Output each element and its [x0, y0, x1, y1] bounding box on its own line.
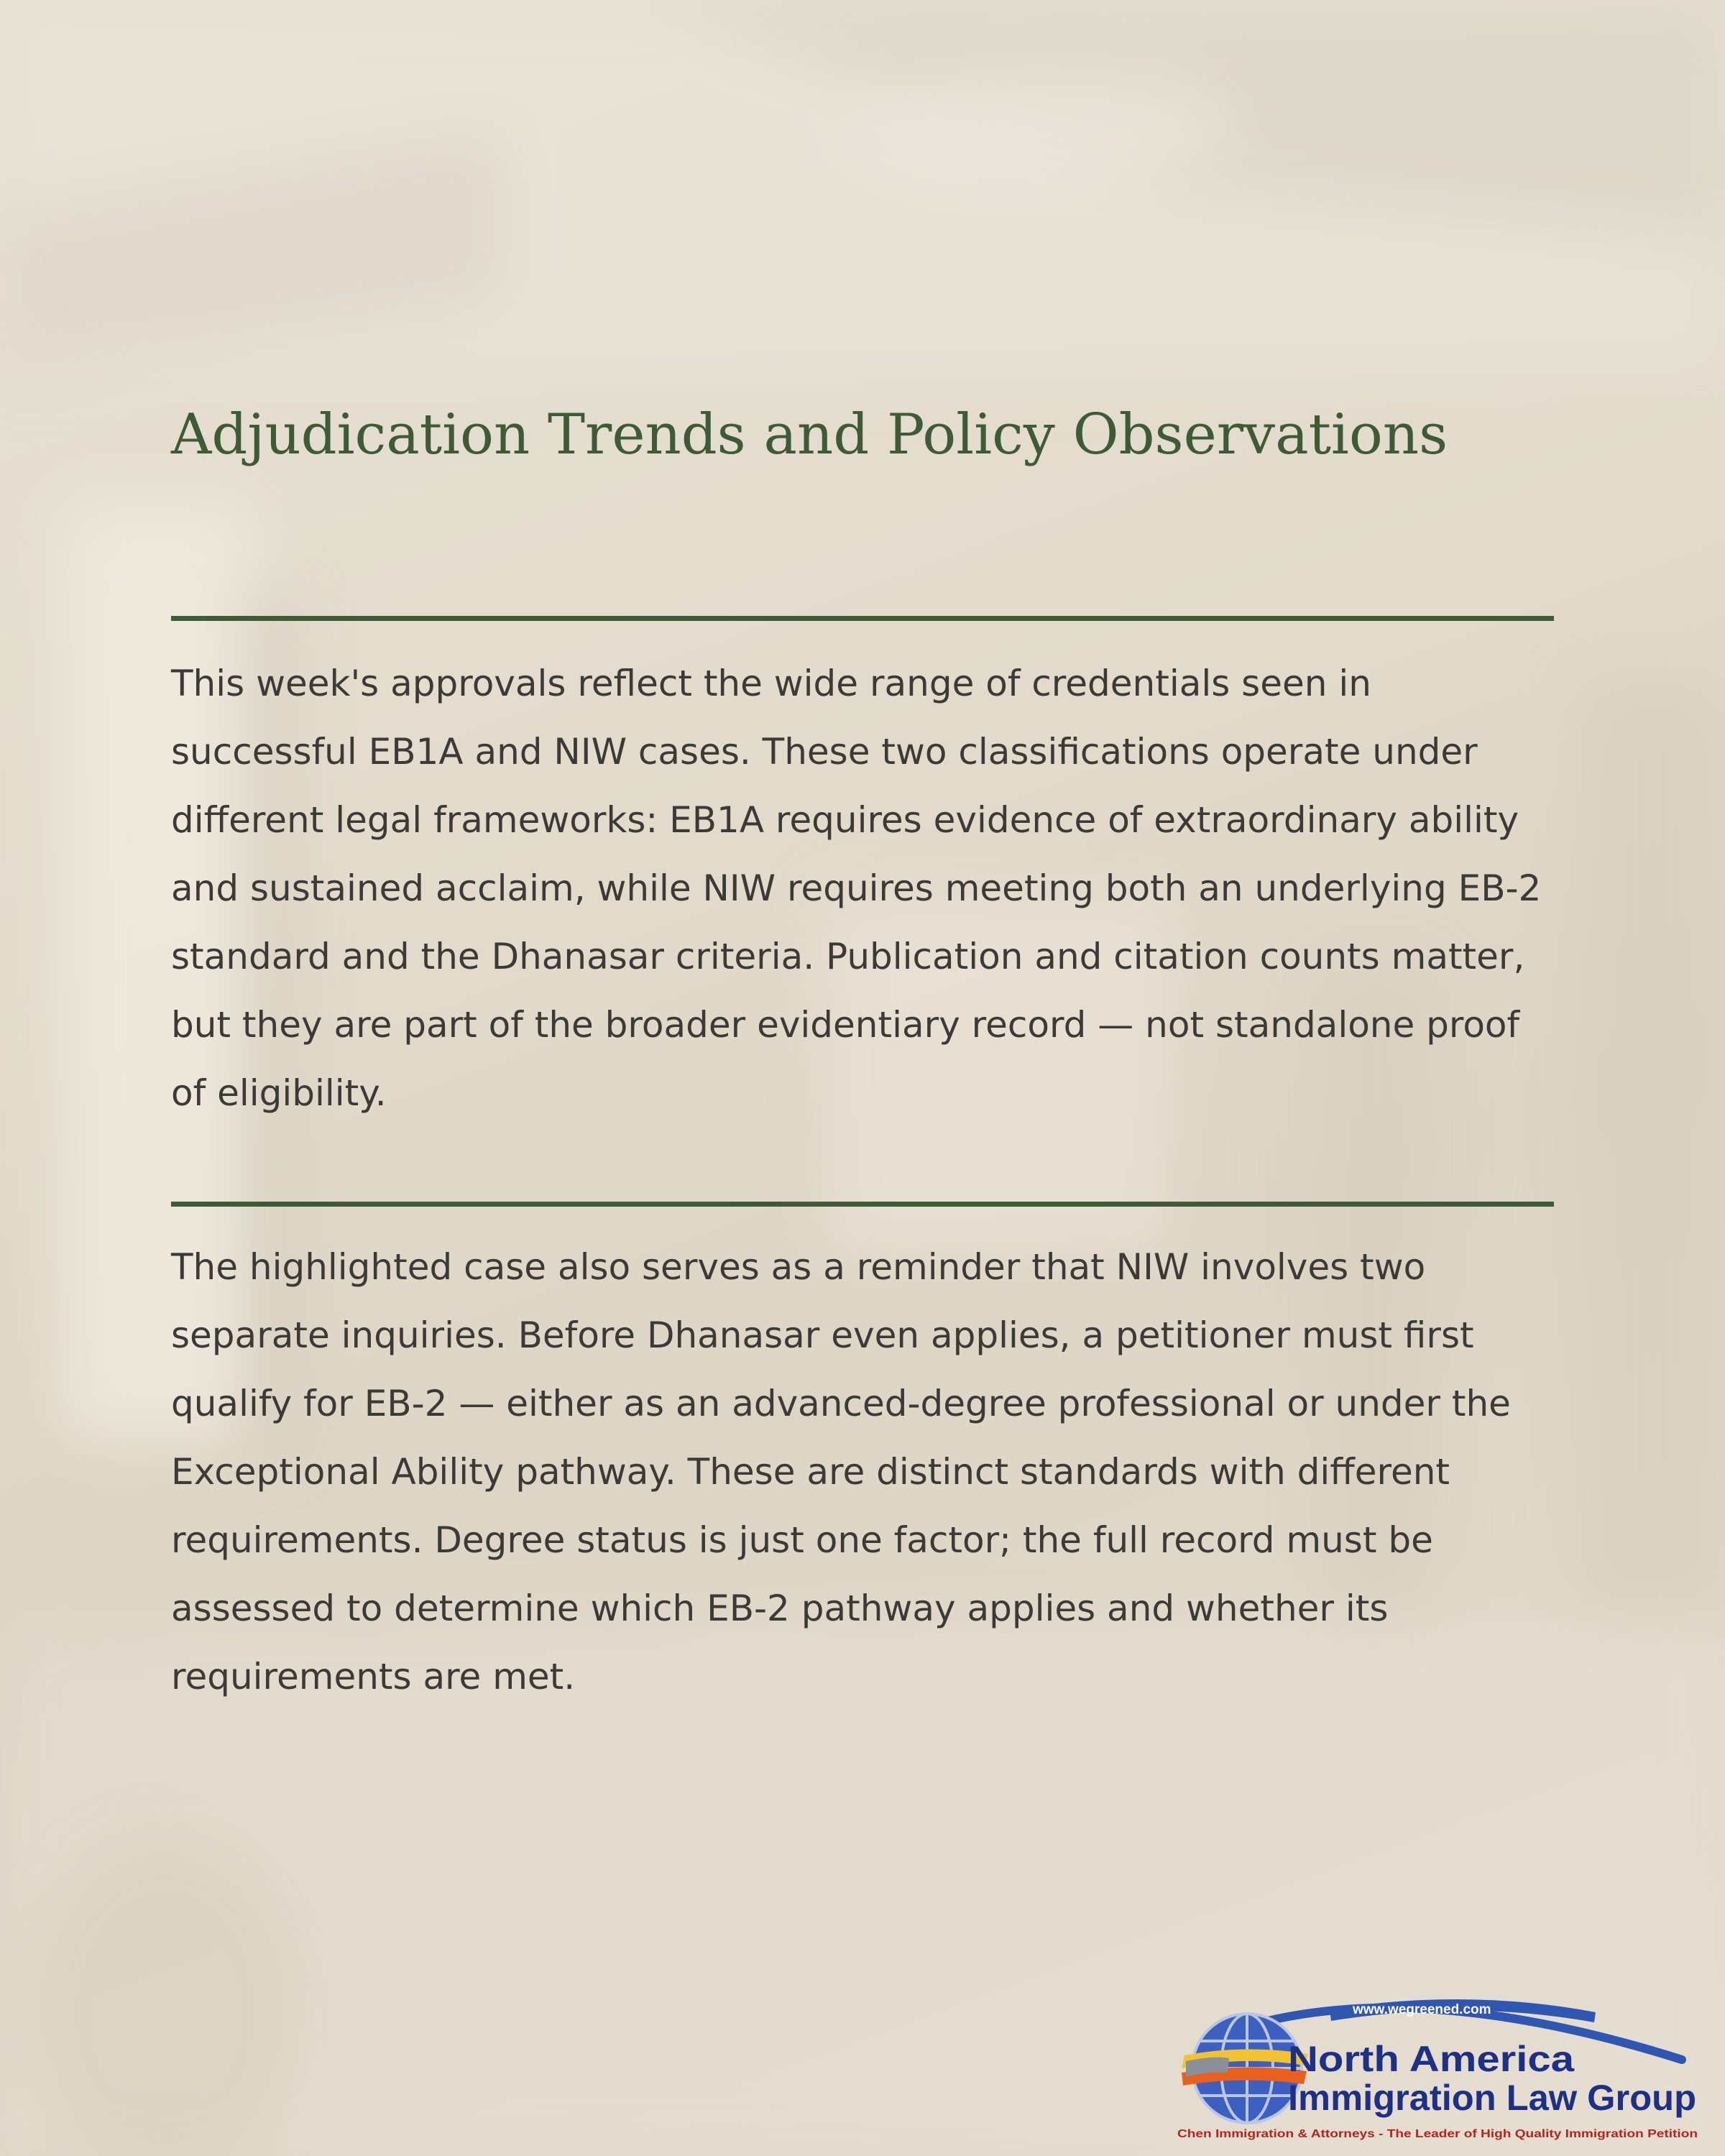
logo-name-line-1: North America: [1288, 2039, 1576, 2079]
section-divider: [171, 616, 1554, 621]
body-paragraph: This week's approvals reflect the wide range of credentials seen in successful EB1A and NIW cases. These two classifications operate under different legal frameworks: EB1A requires evidence of extraordinary ability and sustained acclaim, while NIW requires meeting both an underlying EB-2 standard and the Dhanasar criteria. Publication and citation counts matter, but they are part of the broader evidentiary record — not standalone proof of eligibility.: [171, 663, 1542, 1114]
logo-url: www.wegreened.com: [1353, 2002, 1491, 2017]
logo-tagline: Chen Immigration & Attorneys - The Leader of High Quality Immigration Petition: [1177, 2128, 1698, 2140]
page-title: Adjudication Trends and Policy Observations: [171, 402, 1448, 467]
body-paragraph: The highlighted case also serves as a reminder that NIW involves two separate inquiries. Before Dhanasar even applies, a petitioner must first qualify for EB-2 — either as an advanced-degree professional or under the Exceptional Ability pathway. These are distinct standards with different requirements. Degree status is just one factor; the full record must be assessed to determine which EB-2 pathway applies and whether its requirements are met.: [171, 1246, 1511, 1697]
logo-name-line-2: Immigration Law Group: [1288, 2078, 1696, 2118]
law-group-logo: [1164, 1984, 1711, 2145]
section-divider: [171, 1202, 1554, 1207]
